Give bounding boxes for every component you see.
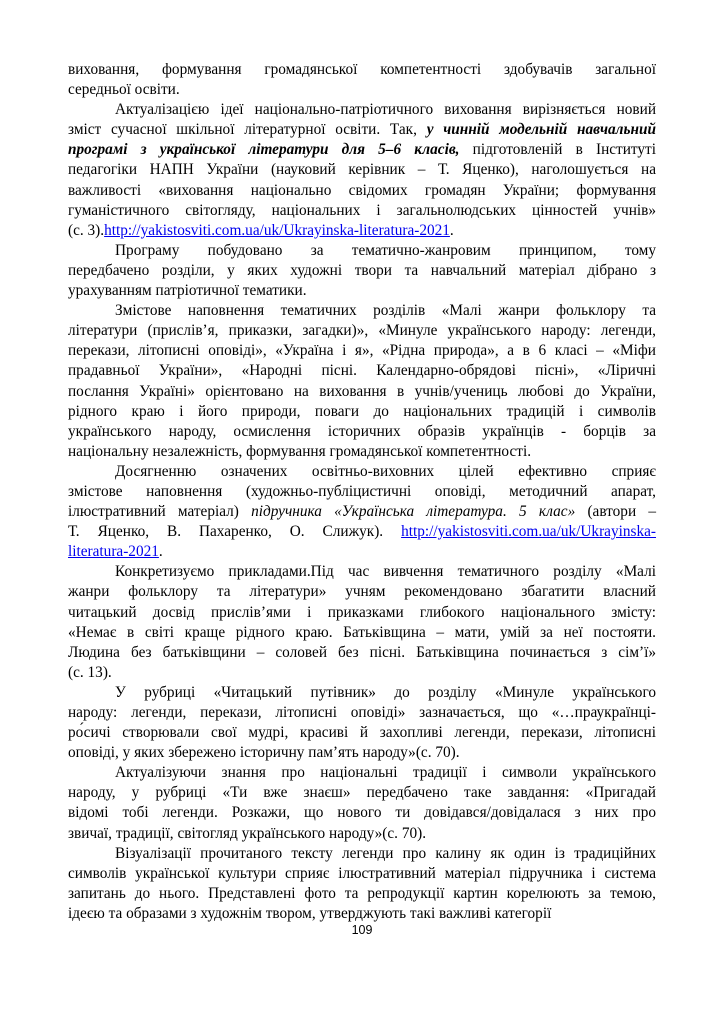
text-segment: Актуалізуючи знання про національні традиції і символи українського (115, 764, 656, 782)
text-line (68, 301, 656, 321)
text-line (68, 341, 656, 361)
text-segment: рідного краю і його природи, поваги до національних традицій і символів (68, 402, 656, 420)
hyperlink[interactable]: http://yakistosviti.com.ua/uk/Ukrayinska- (401, 523, 656, 541)
text-segment: читацький досвід прислів’ями і приказками глибокого національного змісту: (68, 603, 656, 621)
paragraph (68, 763, 656, 843)
text-line (68, 181, 656, 201)
text-line (68, 542, 656, 562)
text-line (68, 140, 656, 160)
text-segment: (автори – (575, 503, 657, 521)
text-segment: Людина без батьківщини – соловей без пісні. Батьківщина починається з сім’ї» (68, 643, 656, 661)
text-line (68, 462, 656, 482)
text-segment: перекази, літописні оповіді», «Україна і я», «Рідна природа», а в 6 класі – «Міфи (68, 342, 656, 360)
text-line (68, 783, 656, 803)
text-segment: Т. Яценко, В. Пахаренко, О. Слижук). (68, 523, 402, 541)
text-line (68, 603, 656, 623)
text-segment: національну незалежність, формування громадянської компетентності. (68, 442, 532, 460)
text-segment: Програму побудовано за тематично-жанровим принципом, тому (115, 241, 656, 259)
paragraph (68, 562, 656, 683)
text-line (68, 120, 656, 140)
text-line (68, 904, 656, 924)
text-line (68, 221, 656, 241)
text-segment: українського народу, осмислення історичних образів українців - борців за (68, 422, 656, 440)
text-segment: Досягненню означених освітньо-виховних цілей ефективно сприяє (115, 462, 656, 480)
text-line (68, 864, 656, 884)
page-number: 109 (351, 923, 373, 937)
text-segment: народу, у рубриці «Ти вже знаєш» передбачено таке завдання: «Пригадай (68, 784, 656, 802)
text-segment: зміст сучасної шкільної літературної освіти. Так, (68, 121, 427, 139)
paragraph (68, 301, 656, 462)
text-line (68, 844, 656, 864)
text-line (68, 60, 656, 80)
text-line (68, 442, 656, 462)
text-line (68, 743, 656, 763)
paragraph (68, 683, 656, 763)
text-segment: підготовленій в Інституті (459, 141, 656, 159)
text-segment: (с. 3). (68, 221, 105, 239)
text-segment: Актуалізацією ідеї національно-патріотичного виховання вирізняється новий (115, 101, 656, 119)
text-segment: «Немає в світі краще рідного краю. Батьківщина – мати, умій за неї постояти. (68, 623, 656, 641)
text-segment: програмі з української літератури для 5–6 класів, (68, 141, 460, 159)
text-segment: послання Україні» орієнтовано на виховання в учнів/учениць любові до України, (68, 382, 656, 400)
text-line (68, 160, 656, 180)
hyperlink[interactable]: literatura-2021 (68, 543, 159, 561)
text-line (68, 562, 656, 582)
text-segment: Змістове наповнення тематичних розділів «Малі жанри фольклору та (115, 302, 656, 320)
text-line (68, 582, 656, 602)
text-line (68, 884, 656, 904)
text-segment: . (449, 221, 454, 239)
text-segment: передбачено розділи, у яких художні твори та навчальний матеріал дібрано з (68, 261, 656, 279)
text-line (68, 382, 656, 402)
text-segment: символів української культури сприяє ілюстративний матеріал підручника і система (68, 864, 656, 882)
paragraph (68, 100, 656, 241)
text-line (68, 482, 656, 502)
text-line (68, 100, 656, 120)
text-segment: прадавньої України», «Народні пісні. Календарно-обрядові пісні», «Ліричні (68, 362, 656, 380)
text-segment: педагогіки НАПН України (науковий керівник – Т. Яценко), наголошується на (68, 161, 656, 179)
hyperlink[interactable]: http://yakistosviti.com.ua/uk/Ukrayinska-literatura-2021 (104, 221, 450, 239)
text-segment: (с. 13). (68, 663, 112, 681)
text-line (68, 824, 656, 844)
text-segment: жанри фольклору та літератури» учням рекомендовано збагатити власний (68, 583, 656, 601)
text-line (68, 623, 656, 643)
text-line (68, 321, 656, 341)
paragraph (68, 241, 656, 301)
text-segment: Візуалізації прочитаного тексту легенди про калину як один із традиційних (115, 844, 656, 862)
text-line (68, 281, 656, 301)
text-segment: у чинній модельній навчальний (426, 121, 656, 139)
document-body (68, 60, 656, 924)
text-segment: ідеєю та образами з художнім твором, утверджують такі важливі категорії (68, 904, 552, 922)
text-segment: змістове наповнення (художньо-публіцистичні оповіді, методичний апарат, (68, 482, 656, 500)
text-line (68, 502, 656, 522)
text-line (68, 80, 656, 100)
text-segment: середньої освіти. (68, 81, 180, 99)
text-segment: ілюстративний матеріал) (68, 503, 252, 521)
text-segment: відомі тобі легенди. Розкажи, що нового ти довідався/довідалася з них про (68, 804, 656, 822)
text-line (68, 663, 656, 683)
text-segment: запитань до нього. Представлені фото та репродукції картин корелюють за темою, (68, 884, 656, 902)
text-segment: виховання, формування громадянської компетентності здобувачів загальної (68, 61, 656, 78)
text-line (68, 241, 656, 261)
text-line (68, 803, 656, 823)
text-segment: підручника «Українська література. 5 клас» (251, 503, 576, 521)
text-segment: оповіді, у яких збережено історичну пам’ять народу»(с. 70). (68, 744, 460, 762)
text-line (68, 763, 656, 783)
text-line (68, 201, 656, 221)
text-segment: У рубриці «Читацький путівник» до розділу «Минуле українського (115, 683, 656, 701)
text-segment: гуманістичного світогляду, національних і загальнолюдських цінностей учнів» (68, 201, 656, 219)
text-segment: звичаї, традиції, світогляд українського народу»(с. 70). (68, 824, 427, 842)
text-segment: . (158, 543, 163, 561)
text-segment: літератури (прислів’я, приказки, загадки)», «Минуле українського народу: легенди, (68, 322, 656, 340)
text-segment: урахуванням патріотичної тематики. (68, 282, 307, 300)
paragraph (68, 844, 656, 924)
text-line (68, 522, 656, 542)
text-line (68, 361, 656, 381)
text-line (68, 422, 656, 442)
text-line (68, 723, 656, 743)
text-line (68, 643, 656, 663)
text-segment: народу: легенди, перекази, літописні оповіді» зазначається, що «…праукраїнці- (68, 704, 656, 721)
paragraph (68, 60, 656, 100)
text-segment: ро́сичі створювали свої мудрі, красиві й захопливі легенди, перекази, літописні (68, 724, 656, 742)
text-line (68, 683, 656, 703)
text-segment: Конкретизуємо прикладами.Під час вивчення тематичного розділу «Малі (115, 563, 656, 581)
text-line (68, 703, 656, 723)
text-segment: важливості «виховання національно свідомих громадян України; формування (68, 181, 656, 199)
text-line (68, 402, 656, 422)
paragraph (68, 462, 656, 562)
text-line (68, 261, 656, 281)
